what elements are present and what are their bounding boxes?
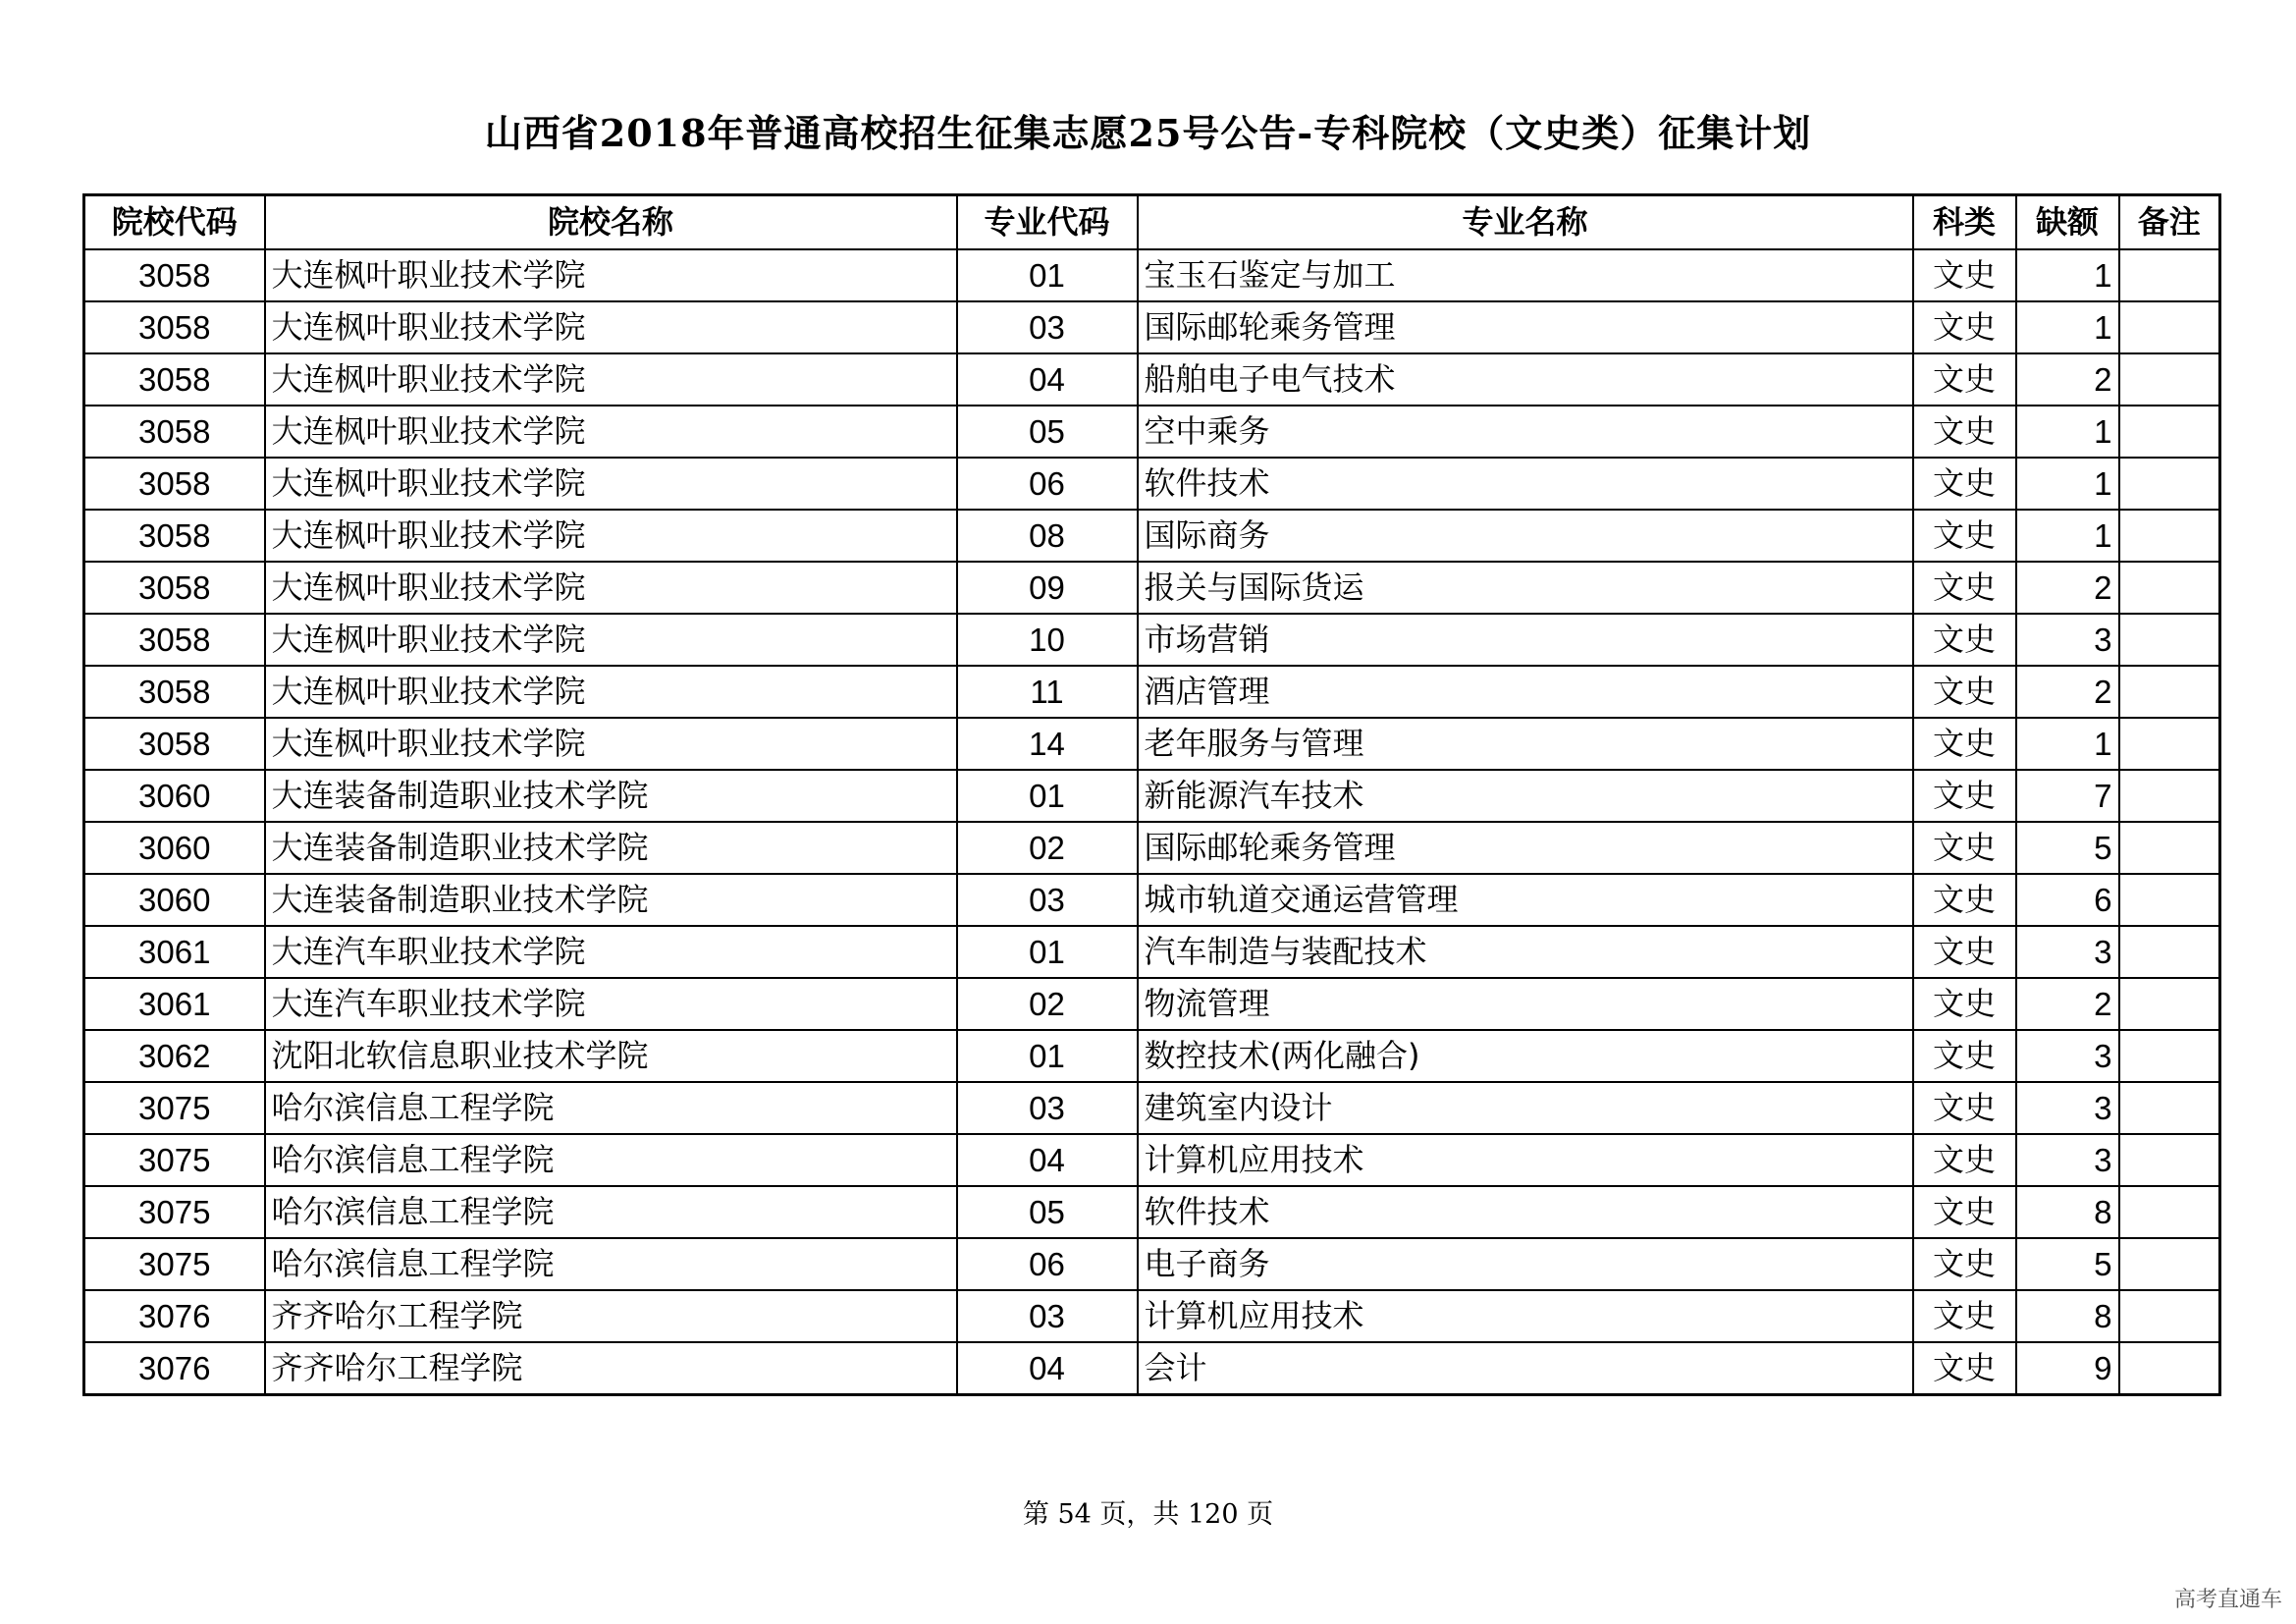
major-name-cell: 物流管理: [1138, 978, 1913, 1030]
major-name-cell: 计算机应用技术: [1138, 1290, 1913, 1342]
major-name-cell: 宝玉石鉴定与加工: [1138, 249, 1913, 301]
school-name-cell: 大连枫叶职业技术学院: [265, 353, 957, 406]
school-name-cell: 大连枫叶职业技术学院: [265, 562, 957, 614]
school-name-cell: 大连枫叶职业技术学院: [265, 301, 957, 353]
table-row: [84, 822, 2220, 874]
category-cell: 文史: [1913, 822, 2016, 874]
school-name-cell: 齐齐哈尔工程学院: [265, 1342, 957, 1395]
school-code-cell: 3058: [84, 301, 265, 353]
major-code-cell: 02: [957, 978, 1138, 1030]
enrollment-plan-table: [82, 193, 2221, 1396]
remarks-cell: [2119, 1342, 2220, 1395]
major-name-cell: 船舶电子电气技术: [1138, 353, 1913, 406]
major-name-cell: 计算机应用技术: [1138, 1134, 1913, 1186]
school-code-cell: 3058: [84, 458, 265, 510]
table-row: [84, 614, 2220, 666]
category-cell: 文史: [1913, 1342, 2016, 1395]
school-name-cell: 大连枫叶职业技术学院: [265, 666, 957, 718]
vacancies-cell: 2: [2016, 562, 2119, 614]
major-code-cell: 05: [957, 406, 1138, 458]
table-row: [84, 353, 2220, 406]
category-cell: 文史: [1913, 874, 2016, 926]
major-name-cell: 城市轨道交通运营管理: [1138, 874, 1913, 926]
school-code-cell: 3060: [84, 770, 265, 822]
school-code-cell: 3075: [84, 1238, 265, 1290]
school-name-cell: 大连枫叶职业技术学院: [265, 510, 957, 562]
vacancies-cell: 9: [2016, 1342, 2119, 1395]
vacancies-cell: 1: [2016, 510, 2119, 562]
table-row: [84, 249, 2220, 301]
major-name-cell: 报关与国际货运: [1138, 562, 1913, 614]
school-code-cell: 3058: [84, 562, 265, 614]
school-code-cell: 3058: [84, 510, 265, 562]
school-name-cell: 哈尔滨信息工程学院: [265, 1186, 957, 1238]
remarks-cell: [2119, 822, 2220, 874]
school-name-cell: 大连装备制造职业技术学院: [265, 770, 957, 822]
header-major-code: 专业代码: [957, 195, 1138, 250]
vacancies-cell: 2: [2016, 353, 2119, 406]
major-code-cell: 06: [957, 1238, 1138, 1290]
category-cell: 文史: [1913, 718, 2016, 770]
school-name-cell: 大连枫叶职业技术学院: [265, 718, 957, 770]
major-code-cell: 01: [957, 1030, 1138, 1082]
table-row: [84, 1290, 2220, 1342]
table-row: [84, 458, 2220, 510]
vacancies-cell: 8: [2016, 1186, 2119, 1238]
major-code-cell: 01: [957, 770, 1138, 822]
major-code-cell: 11: [957, 666, 1138, 718]
major-code-cell: 14: [957, 718, 1138, 770]
school-name-cell: 哈尔滨信息工程学院: [265, 1082, 957, 1134]
vacancies-cell: 1: [2016, 458, 2119, 510]
school-code-cell: 3061: [84, 926, 265, 978]
remarks-cell: [2119, 978, 2220, 1030]
school-name-cell: 大连枫叶职业技术学院: [265, 458, 957, 510]
remarks-cell: [2119, 353, 2220, 406]
table-row: [84, 406, 2220, 458]
major-name-cell: 软件技术: [1138, 458, 1913, 510]
header-category: 科类: [1913, 195, 2016, 250]
table-row: [84, 770, 2220, 822]
major-name-cell: 建筑室内设计: [1138, 1082, 1913, 1134]
category-cell: 文史: [1913, 510, 2016, 562]
vacancies-cell: 3: [2016, 1134, 2119, 1186]
vacancies-cell: 3: [2016, 614, 2119, 666]
vacancies-cell: 2: [2016, 978, 2119, 1030]
school-code-cell: 3061: [84, 978, 265, 1030]
major-name-cell: 数控技术(两化融合): [1138, 1030, 1913, 1082]
major-name-cell: 空中乘务: [1138, 406, 1913, 458]
school-code-cell: 3058: [84, 406, 265, 458]
document-title: 山西省2018年普通高校招生征集志愿25号公告-专科院校（文史类）征集计划: [484, 111, 1812, 155]
remarks-cell: [2119, 1238, 2220, 1290]
table-row: [84, 1186, 2220, 1238]
vacancies-cell: 5: [2016, 1238, 2119, 1290]
table-row: [84, 562, 2220, 614]
school-code-cell: 3060: [84, 874, 265, 926]
table-body: [84, 249, 2220, 1395]
remarks-cell: [2119, 666, 2220, 718]
vacancies-cell: 8: [2016, 1290, 2119, 1342]
table-row: [84, 718, 2220, 770]
major-name-cell: 软件技术: [1138, 1186, 1913, 1238]
major-code-cell: 10: [957, 614, 1138, 666]
table-row: [84, 666, 2220, 718]
school-name-cell: 大连装备制造职业技术学院: [265, 822, 957, 874]
table-row: [84, 1134, 2220, 1186]
table-row: [84, 301, 2220, 353]
category-cell: 文史: [1913, 666, 2016, 718]
school-name-cell: 大连汽车职业技术学院: [265, 926, 957, 978]
vacancies-cell: 3: [2016, 1030, 2119, 1082]
major-name-cell: 新能源汽车技术: [1138, 770, 1913, 822]
school-code-cell: 3076: [84, 1290, 265, 1342]
watermark: 高考直通车: [2173, 1588, 2282, 1612]
remarks-cell: [2119, 770, 2220, 822]
remarks-cell: [2119, 1186, 2220, 1238]
category-cell: 文史: [1913, 926, 2016, 978]
major-code-cell: 04: [957, 1134, 1138, 1186]
major-code-cell: 03: [957, 1290, 1138, 1342]
remarks-cell: [2119, 510, 2220, 562]
table-header-row: [84, 195, 2220, 250]
category-cell: 文史: [1913, 458, 2016, 510]
school-name-cell: 哈尔滨信息工程学院: [265, 1238, 957, 1290]
major-code-cell: 04: [957, 1342, 1138, 1395]
remarks-cell: [2119, 718, 2220, 770]
remarks-cell: [2119, 562, 2220, 614]
category-cell: 文史: [1913, 1082, 2016, 1134]
header-major-name: 专业名称: [1138, 195, 1913, 250]
table-row: [84, 510, 2220, 562]
remarks-cell: [2119, 1082, 2220, 1134]
school-code-cell: 3060: [84, 822, 265, 874]
remarks-cell: [2119, 249, 2220, 301]
remarks-cell: [2119, 926, 2220, 978]
page-footer: 第 54 页，共 120 页: [1022, 1499, 1274, 1530]
school-name-cell: 大连装备制造职业技术学院: [265, 874, 957, 926]
category-cell: 文史: [1913, 1238, 2016, 1290]
remarks-cell: [2119, 1290, 2220, 1342]
major-name-cell: 国际邮轮乘务管理: [1138, 822, 1913, 874]
category-cell: 文史: [1913, 562, 2016, 614]
category-cell: 文史: [1913, 1030, 2016, 1082]
table-row: [84, 1082, 2220, 1134]
vacancies-cell: 5: [2016, 822, 2119, 874]
major-code-cell: 03: [957, 1082, 1138, 1134]
school-name-cell: 齐齐哈尔工程学院: [265, 1290, 957, 1342]
school-code-cell: 3058: [84, 666, 265, 718]
category-cell: 文史: [1913, 770, 2016, 822]
vacancies-cell: 3: [2016, 926, 2119, 978]
school-code-cell: 3058: [84, 353, 265, 406]
major-code-cell: 09: [957, 562, 1138, 614]
school-code-cell: 3058: [84, 614, 265, 666]
major-name-cell: 老年服务与管理: [1138, 718, 1913, 770]
major-code-cell: 03: [957, 874, 1138, 926]
header-vacancies: 缺额: [2016, 195, 2119, 250]
major-name-cell: 国际邮轮乘务管理: [1138, 301, 1913, 353]
table-row: [84, 1342, 2220, 1395]
remarks-cell: [2119, 614, 2220, 666]
vacancies-cell: 7: [2016, 770, 2119, 822]
vacancies-cell: 1: [2016, 406, 2119, 458]
vacancies-cell: 6: [2016, 874, 2119, 926]
major-code-cell: 05: [957, 1186, 1138, 1238]
table-row: [84, 1238, 2220, 1290]
major-code-cell: 04: [957, 353, 1138, 406]
category-cell: 文史: [1913, 1186, 2016, 1238]
major-name-cell: 会计: [1138, 1342, 1913, 1395]
category-cell: 文史: [1913, 406, 2016, 458]
school-name-cell: 哈尔滨信息工程学院: [265, 1134, 957, 1186]
school-name-cell: 沈阳北软信息职业技术学院: [265, 1030, 957, 1082]
remarks-cell: [2119, 874, 2220, 926]
vacancies-cell: 1: [2016, 301, 2119, 353]
category-cell: 文史: [1913, 249, 2016, 301]
major-code-cell: 08: [957, 510, 1138, 562]
category-cell: 文史: [1913, 301, 2016, 353]
major-code-cell: 03: [957, 301, 1138, 353]
school-code-cell: 3058: [84, 249, 265, 301]
school-name-cell: 大连枫叶职业技术学院: [265, 614, 957, 666]
school-code-cell: 3058: [84, 718, 265, 770]
major-name-cell: 酒店管理: [1138, 666, 1913, 718]
major-code-cell: 01: [957, 926, 1138, 978]
school-code-cell: 3075: [84, 1082, 265, 1134]
major-name-cell: 电子商务: [1138, 1238, 1913, 1290]
header-remarks: 备注: [2119, 195, 2220, 250]
table-row: [84, 926, 2220, 978]
category-cell: 文史: [1913, 614, 2016, 666]
vacancies-cell: 1: [2016, 718, 2119, 770]
vacancies-cell: 3: [2016, 1082, 2119, 1134]
table-row: [84, 874, 2220, 926]
category-cell: 文史: [1913, 978, 2016, 1030]
category-cell: 文史: [1913, 1290, 2016, 1342]
header-school-name: 院校名称: [265, 195, 957, 250]
major-name-cell: 国际商务: [1138, 510, 1913, 562]
major-name-cell: 市场营销: [1138, 614, 1913, 666]
table-row: [84, 1030, 2220, 1082]
vacancies-cell: 1: [2016, 249, 2119, 301]
category-cell: 文史: [1913, 353, 2016, 406]
major-code-cell: 06: [957, 458, 1138, 510]
school-name-cell: 大连枫叶职业技术学院: [265, 249, 957, 301]
remarks-cell: [2119, 406, 2220, 458]
school-code-cell: 3062: [84, 1030, 265, 1082]
remarks-cell: [2119, 1030, 2220, 1082]
category-cell: 文史: [1913, 1134, 2016, 1186]
major-name-cell: 汽车制造与装配技术: [1138, 926, 1913, 978]
remarks-cell: [2119, 458, 2220, 510]
remarks-cell: [2119, 1134, 2220, 1186]
table-row: [84, 978, 2220, 1030]
school-name-cell: 大连枫叶职业技术学院: [265, 406, 957, 458]
school-code-cell: 3075: [84, 1134, 265, 1186]
school-name-cell: 大连汽车职业技术学院: [265, 978, 957, 1030]
remarks-cell: [2119, 301, 2220, 353]
header-school-code: 院校代码: [84, 195, 265, 250]
vacancies-cell: 2: [2016, 666, 2119, 718]
school-code-cell: 3076: [84, 1342, 265, 1395]
major-code-cell: 02: [957, 822, 1138, 874]
school-code-cell: 3075: [84, 1186, 265, 1238]
major-code-cell: 01: [957, 249, 1138, 301]
